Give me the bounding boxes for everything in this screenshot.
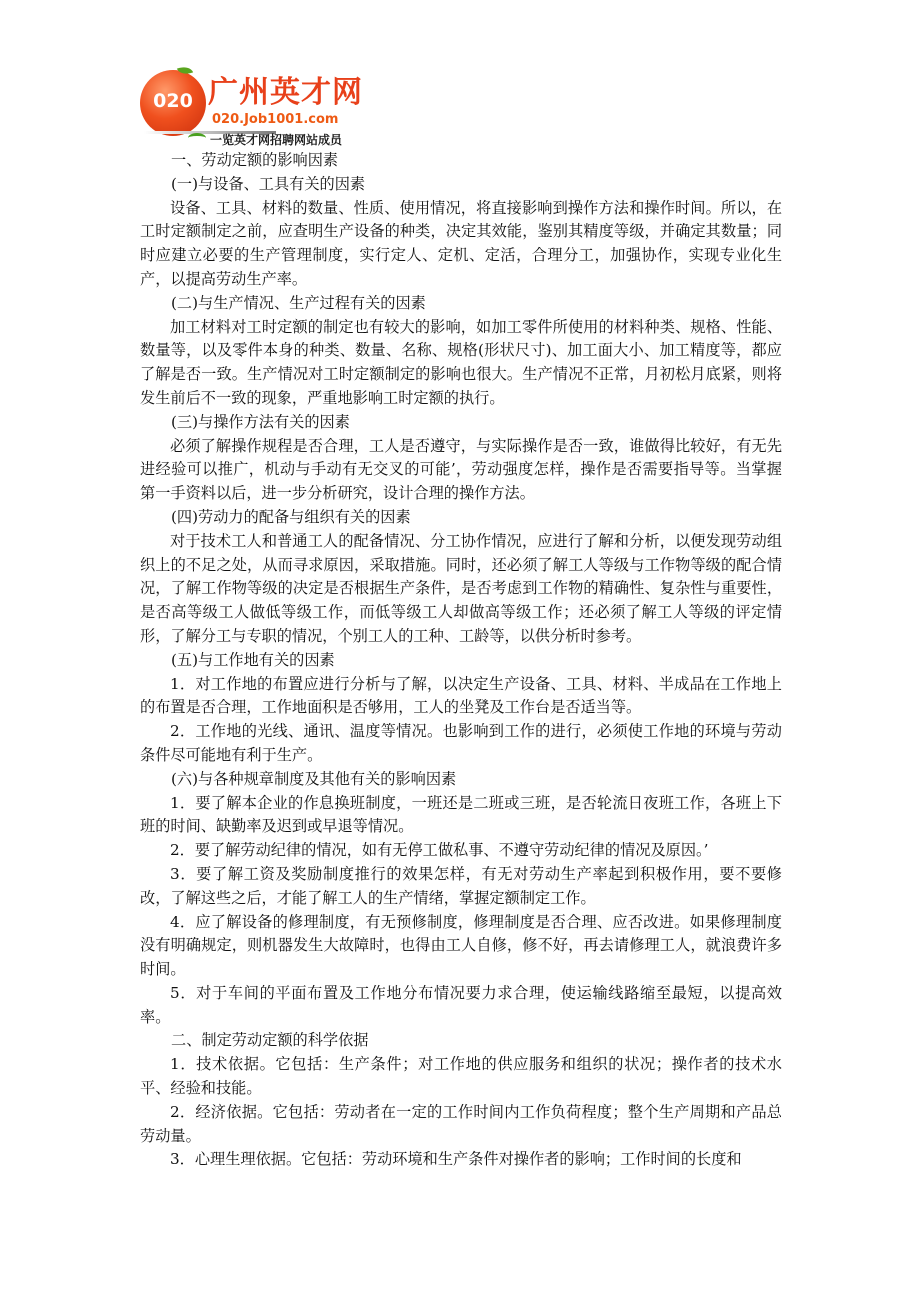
- logo-title: 广州英才网: [208, 75, 363, 110]
- paragraph: 对于技术工人和普通工人的配备情况、分工协作情况，应进行了解和分析，以便发现劳动组织上的不足之处，从而寻求原因，采取措施。同时，还必须了解工人等级与工作物等级的配合情况，了解工作物等级的决定是否根据生产条件，是否考虑到工作物的精确性、复杂性与重要性，是否高等级工人做低等级工作，而低等级工人却做高等级工作；还必须了解工人等级的评定情形，了解分工与专职的情况，个别工人的工种、工龄等，以供分析时参考。: [140, 531, 782, 645]
- paragraph: 3．要了解工资及奖励制度推行的效果怎样，有无对劳动生产率起到积极作用，要不要修改，了解这些之后，才能了解工人的生产情绪，掌握定额制定工作。: [140, 864, 782, 907]
- paragraph: 2．经济依据。它包括：劳动者在一定的工作时间内工作负荷程度；整个生产周期和产品总劳动量。: [140, 1102, 782, 1145]
- paragraph: 1．对工作地的布置应进行分析与了解，以决定生产设备、工具、材料、半成品在工作地上的布置是否合理，工作地面积是否够用，工人的坐凳及工作台是否适当等。: [140, 674, 782, 717]
- section-heading: (六)与各种规章制度及其他有关的影响因素: [171, 769, 457, 788]
- section-heading: (一)与设备、工具有关的因素: [171, 174, 366, 193]
- section-heading: (三)与操作方法有关的因素: [171, 412, 350, 431]
- logo-badge-number: 020: [153, 90, 193, 112]
- logo-url: 020.Job1001.com: [212, 112, 339, 127]
- site-logo: [140, 68, 380, 152]
- section-heading: 二、制定劳动定额的科学依据: [171, 1031, 369, 1050]
- section-heading: (四)劳动力的配备与组织有关的因素: [171, 507, 411, 526]
- document-body: [140, 149, 782, 1172]
- paragraph: 设备、工具、材料的数量、性质、使用情况，将直接影响到操作方法和操作时间。所以，在工时定额制定之前，应查明生产设备的种类，决定其效能，鉴别其精度等级，并确定其数量；同时应建立必要的生产管理制度，实行定人、定机、定活，合理分工，加强协作，实现专业化生产，以提高劳动生产率。: [140, 198, 782, 288]
- section-heading: 一、劳动定额的影响因素: [171, 151, 339, 169]
- logo-tagline: 一览英才网招聘网站成员: [210, 133, 343, 147]
- paragraph: 5．对于车间的平面布置及工作地分布情况要力求合理，使运输线路缩至最短，以提高效率。: [140, 983, 782, 1026]
- paragraph: 3．心理生理依据。它包括：劳动环境和生产条件对操作者的影响；工作时间的长度和: [170, 1150, 742, 1169]
- paragraph: 必须了解操作规程是否合理，工人是否遵守，与实际操作是否一致，谁做得比较好，有无先进经验可以推广，机动与手动有无交叉的可能’，劳动强度怎样，操作是否需要指导等。当掌握第一手资料以后，进一步分析研究，设计合理的操作方法。: [140, 436, 782, 503]
- paragraph: 1．要了解本企业的作息换班制度，一班还是二班或三班，是否轮流日夜班工作，各班上下班的时间、缺勤率及迟到或早退等情况。: [140, 793, 782, 836]
- section-heading: (二)与生产情况、生产过程有关的因素: [171, 293, 426, 312]
- paragraph: 2．要了解劳动纪律的情况，如有无停工做私事、不遵守劳动纪律的情况及原因。’: [170, 841, 709, 860]
- paragraph: 加工材料对工时定额的制定也有较大的影响，如加工零件所使用的材料种类、规格、性能、数量等，以及零件本身的种类、数量、名称、规格(形状尺寸)、加工面大小、加工精度等，都应了解是否一致。生产情况对工时定额制定的影响也很大。生产情况不正常，月初松月底紧，则将发生前后不一致的现象，严重地影响工时定额的执行。: [140, 317, 782, 407]
- paragraph: 4．应了解设备的修理制度，有无预修制度，修理制度是否合理、应否改进。如果修理制度没有明确规定，则机器发生大故障时，也得由工人自修，修不好，再去请修理工人，就浪费许多时间。: [140, 912, 782, 979]
- section-heading: (五)与工作地有关的因素: [171, 650, 335, 669]
- paragraph: 2．工作地的光线、通讯、温度等情况。也影响到工作的进行，必须使工作地的环境与劳动条件尽可能地有利于生产。: [140, 722, 782, 764]
- paragraph: 1．技术依据。它包括：生产条件；对工作地的供应服务和组织的状况；操作者的技术水平、经验和技能。: [140, 1055, 782, 1098]
- swoosh-icon: [188, 133, 206, 143]
